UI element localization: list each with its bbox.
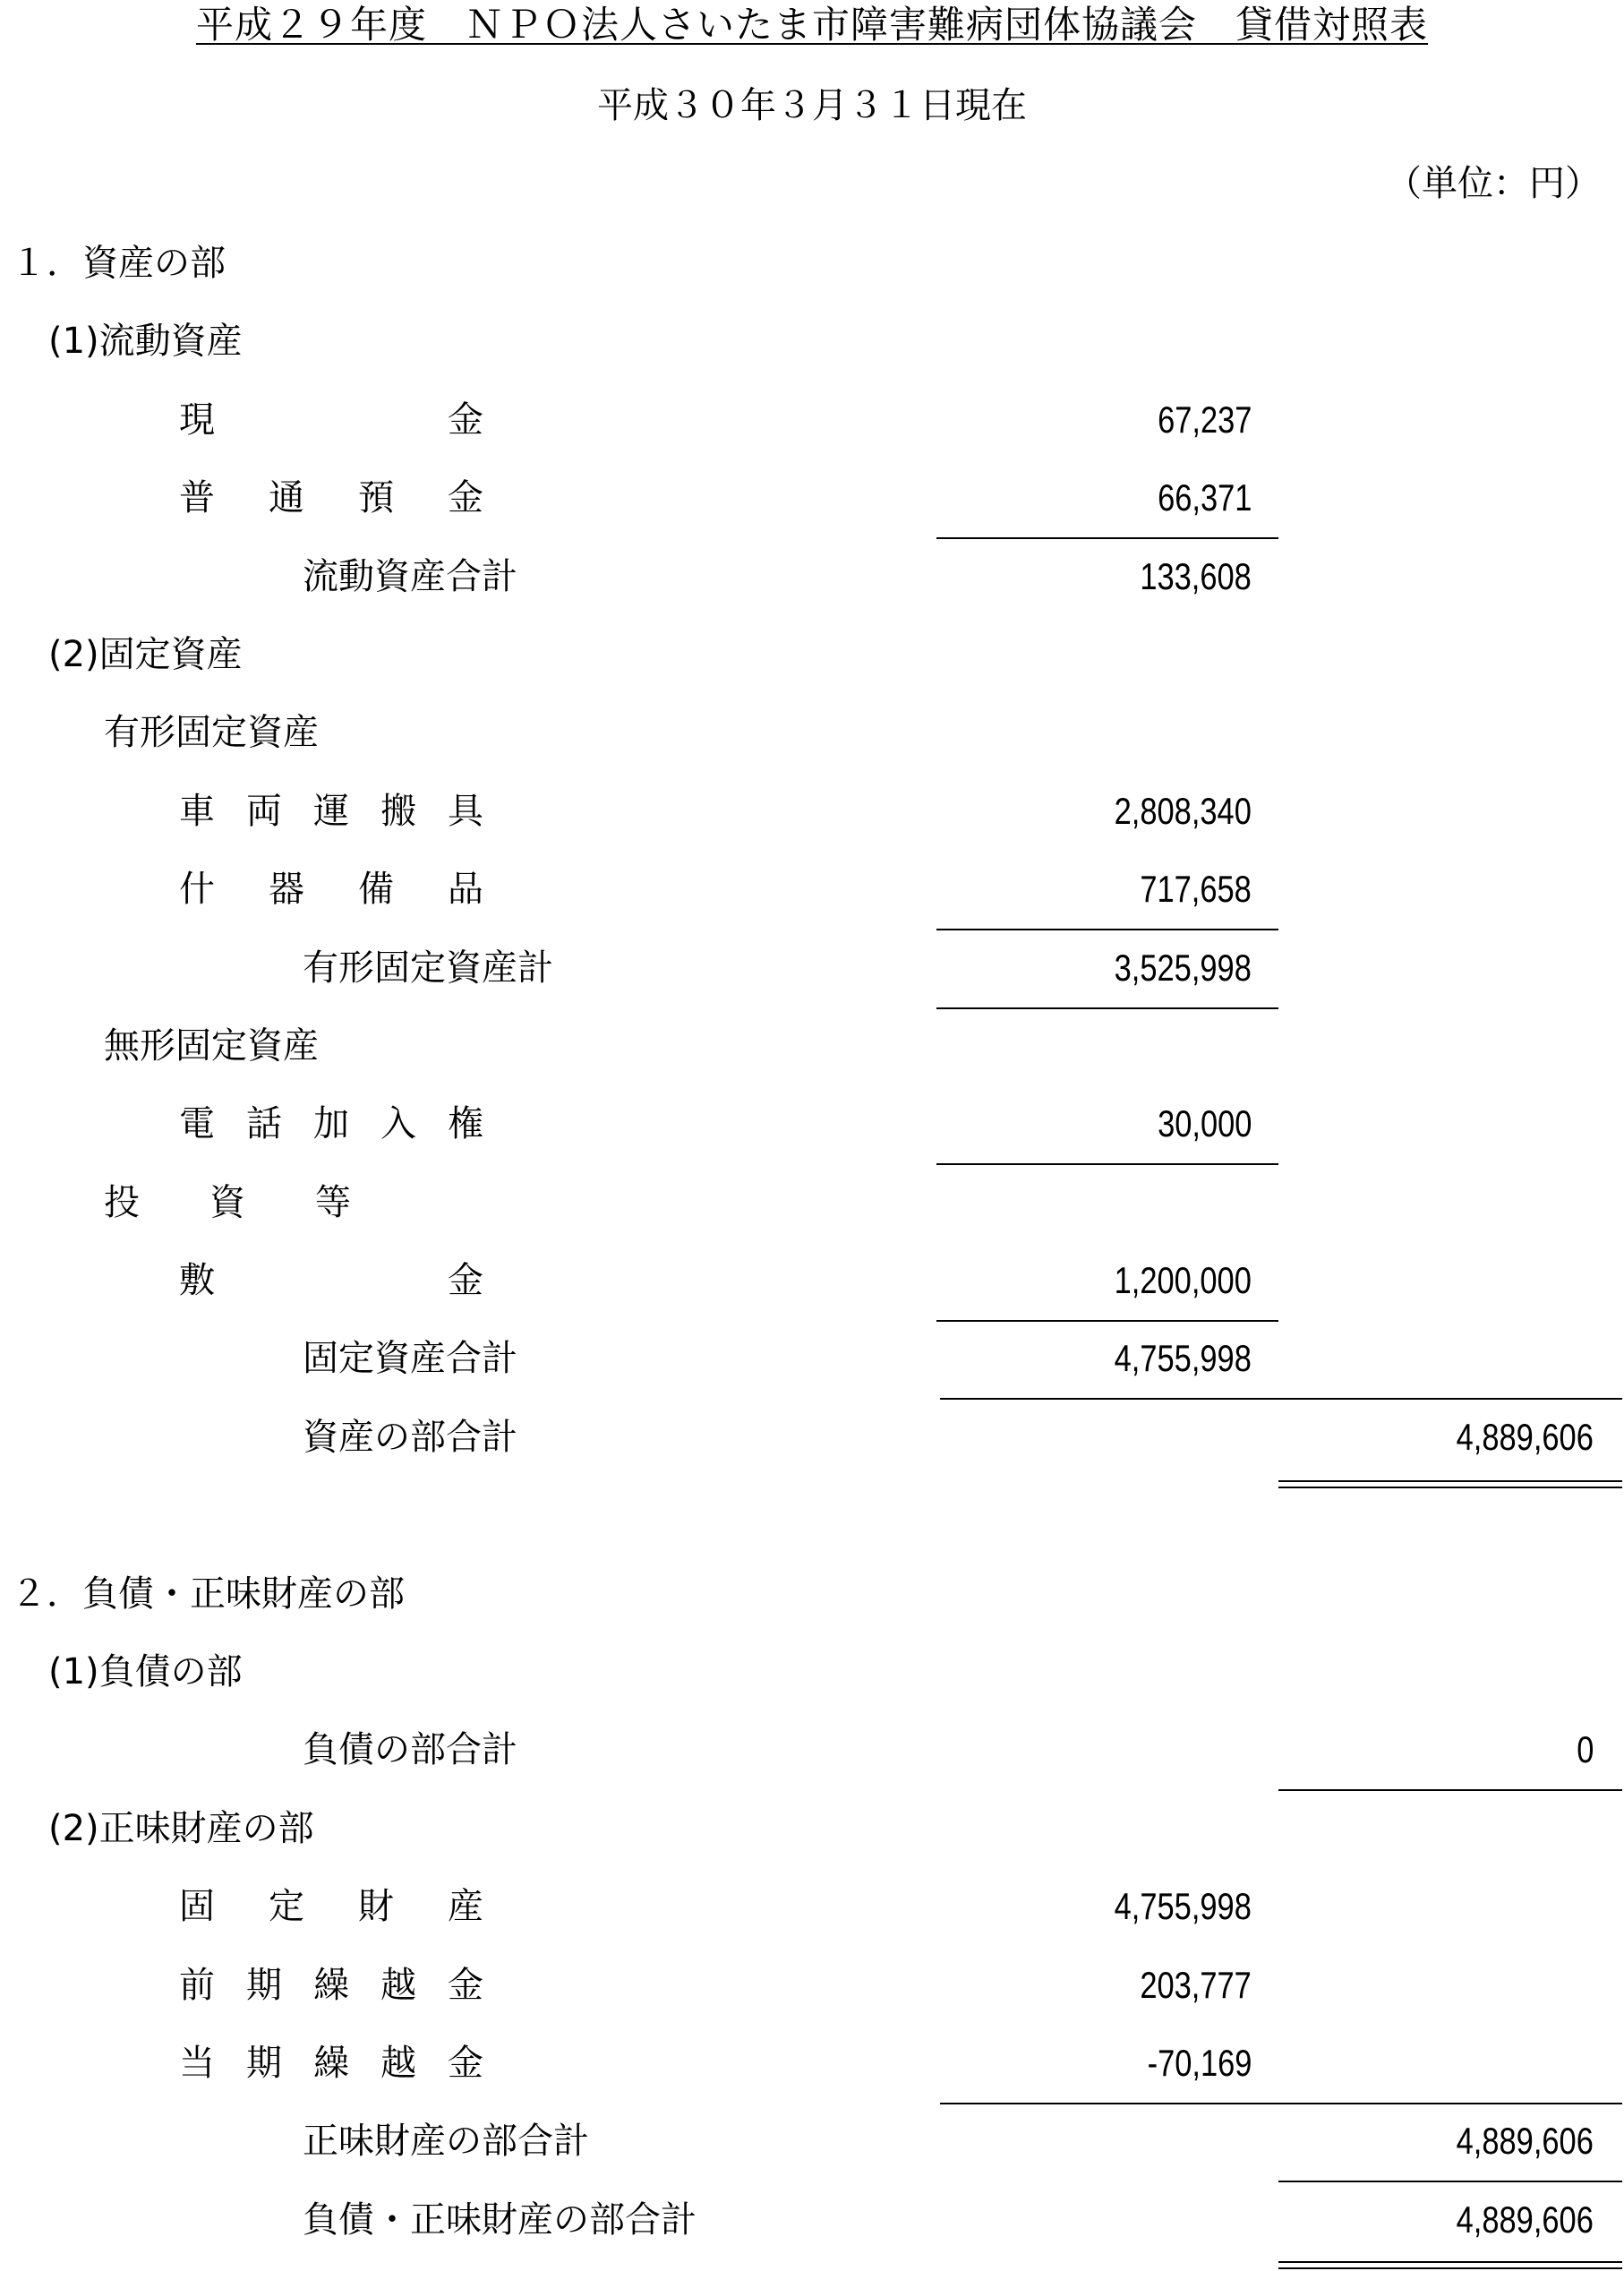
label-char: 期: [246, 1964, 282, 2006]
label-char: 車: [179, 790, 215, 832]
double-total-rule: [1278, 2261, 1622, 2269]
phone-rights-row: [0, 1097, 1624, 1175]
label-char: 越: [380, 2042, 416, 2084]
label-char: 越: [380, 1964, 416, 2006]
label-char: 運: [313, 790, 349, 832]
current-assets-total-label: 流動資産合計: [303, 555, 517, 597]
label-char: 権: [448, 1103, 483, 1145]
fixed-assets-total-row: [0, 1332, 1624, 1410]
deposit-guarantee-row: [0, 1254, 1624, 1332]
liabilities-heading-row: [0, 1645, 1624, 1723]
label-char: 普: [179, 477, 215, 519]
label-char: 産: [448, 1886, 483, 1928]
net-assets-total-row: [0, 2114, 1624, 2192]
label-char: 什: [179, 869, 215, 911]
as-of-date: 平成３０年３月３１日現在: [597, 85, 1027, 126]
assets-heading: １．資産の部: [11, 243, 226, 284]
tangible-total-label: 有形固定資産計: [303, 947, 553, 989]
label-char: 電: [179, 1103, 215, 1145]
vehicles-value: 2,808,340: [1114, 789, 1252, 832]
deposit-guarantee-value: 1,200,000: [1114, 1259, 1252, 1302]
double-total-rule: [1278, 1480, 1622, 1488]
total-rule: [940, 1398, 1622, 1400]
fixtures-value: 717,658: [1140, 868, 1252, 911]
fixed-assets-heading: (2)固定資産: [48, 633, 243, 675]
investments-heading-row: [0, 1176, 1624, 1254]
cash-value: 67,237: [1157, 398, 1252, 441]
deposit-guarantee-label: [179, 1254, 483, 1307]
current-carryover-label: [179, 2036, 483, 2090]
label-char: 投: [104, 1181, 140, 1223]
cash-row: [0, 393, 1624, 471]
phone-rights-value: 30,000: [1157, 1102, 1252, 1145]
label-char: 等: [315, 1181, 351, 1223]
tangible-total-row: [0, 941, 1624, 1019]
label-char: 資: [209, 1181, 245, 1223]
vehicles-label: [179, 784, 483, 838]
label-char: 固: [179, 1886, 215, 1928]
current-assets-total-row: [0, 550, 1624, 628]
label-char: 金: [448, 477, 483, 519]
liabilities-equity-total-row: [0, 2193, 1624, 2271]
label-char: 両: [246, 790, 282, 832]
phone-rights-label: [179, 1097, 483, 1151]
balance-sheet-body: [0, 236, 1624, 2271]
label-char: 備: [358, 869, 394, 911]
prior-carryover-value: 203,777: [1140, 1963, 1252, 2006]
liabilities-heading: (1)負債の部: [48, 1651, 243, 1693]
net-assets-total-label: 正味財産の部合計: [303, 2121, 589, 2163]
prior-carryover-row: [0, 1958, 1624, 2036]
label-char: 預: [358, 477, 394, 519]
label-char: 繰: [313, 1964, 349, 2006]
deposit-row: [0, 471, 1624, 549]
subtotal-rule: [936, 1163, 1278, 1165]
current-assets-total-value: 133,608: [1140, 554, 1252, 597]
total-rule: [940, 2103, 1622, 2104]
tangible-heading-row: [0, 706, 1624, 784]
assets-total-value: 4,889,606: [1456, 1415, 1594, 1458]
label-char: 通: [269, 477, 304, 519]
subtotal-rule: [936, 537, 1278, 539]
label-char: 繰: [313, 2042, 349, 2084]
fixed-assets-total-value: 4,755,998: [1114, 1337, 1252, 1380]
label-char: 金: [448, 398, 483, 441]
liabilities-equity-heading-row: [0, 1567, 1624, 1645]
fixtures-label: [179, 862, 483, 916]
current-assets-heading-row: [0, 314, 1624, 392]
document-title: 平成２９年度 ＮＰＯ法人さいたま市障害難病団体協議会 貸借対照表: [195, 3, 1428, 47]
label-char: 敷: [179, 1260, 215, 1302]
subtotal-rule: [936, 929, 1278, 930]
subtotal-rule: [1278, 1789, 1622, 1791]
label-char: 前: [179, 1964, 215, 2006]
liabilities-equity-heading: ２．負債・正味財産の部: [11, 1573, 405, 1615]
section-gap: [0, 1488, 1624, 1566]
cash-label: [179, 393, 483, 447]
label-char: 金: [448, 1260, 483, 1302]
net-assets-total-value: 4,889,606: [1456, 2120, 1594, 2163]
liabilities-total-value: 0: [1576, 1728, 1594, 1771]
label-char: 加: [313, 1103, 349, 1145]
label-char: 定: [269, 1886, 304, 1928]
fixed-property-value: 4,755,998: [1114, 1885, 1252, 1928]
label-char: 具: [448, 790, 483, 832]
net-assets-heading-row: [0, 1802, 1624, 1880]
label-char: 入: [380, 1103, 416, 1145]
label-char: 話: [246, 1103, 282, 1145]
tangible-total-value: 3,525,998: [1114, 946, 1252, 989]
fixed-assets-total-label: 固定資産合計: [303, 1338, 517, 1380]
assets-heading-row: [0, 236, 1624, 314]
label-char: 金: [448, 1964, 483, 2006]
liabilities-equity-total-value: 4,889,606: [1456, 2198, 1594, 2241]
subtotal-rule: [1278, 2181, 1622, 2182]
fixed-assets-heading-row: [0, 628, 1624, 706]
assets-total-label: 資産の部合計: [303, 1416, 517, 1458]
intangible-heading: 無形固定資産: [104, 1024, 319, 1067]
label-char: 現: [179, 398, 215, 441]
liabilities-equity-total-label: 負債・正味財産の部合計: [303, 2198, 697, 2241]
liabilities-total-row: [0, 1723, 1624, 1801]
label-char: 期: [246, 2042, 282, 2084]
vehicles-row: [0, 784, 1624, 862]
deposit-label: [179, 471, 483, 525]
net-assets-heading: (2)正味財産の部: [48, 1807, 314, 1849]
label-char: 金: [448, 2042, 483, 2084]
current-assets-heading: (1)流動資産: [48, 321, 243, 363]
investments-heading: [104, 1176, 351, 1230]
subtotal-rule: [936, 1007, 1278, 1009]
subtotal-rule: [936, 1320, 1278, 1322]
assets-total-row: [0, 1410, 1624, 1488]
fixed-property-row: [0, 1880, 1624, 1958]
fixed-property-label: [179, 1880, 483, 1933]
label-char: 器: [269, 869, 304, 911]
intangible-heading-row: [0, 1019, 1624, 1097]
label-char: 当: [179, 2042, 215, 2084]
tangible-heading: 有形固定資産: [104, 712, 319, 754]
label-char: 財: [358, 1886, 394, 1928]
fixtures-row: [0, 862, 1624, 940]
label-char: 搬: [380, 790, 416, 832]
deposit-value: 66,371: [1157, 476, 1252, 519]
prior-carryover-label: [179, 1958, 483, 2012]
unit-label: （単位：円）: [1386, 163, 1601, 204]
label-char: 品: [448, 869, 483, 911]
current-carryover-value: -70,169: [1147, 2041, 1252, 2084]
liabilities-total-label: 負債の部合計: [303, 1729, 517, 1771]
current-carryover-row: [0, 2036, 1624, 2114]
